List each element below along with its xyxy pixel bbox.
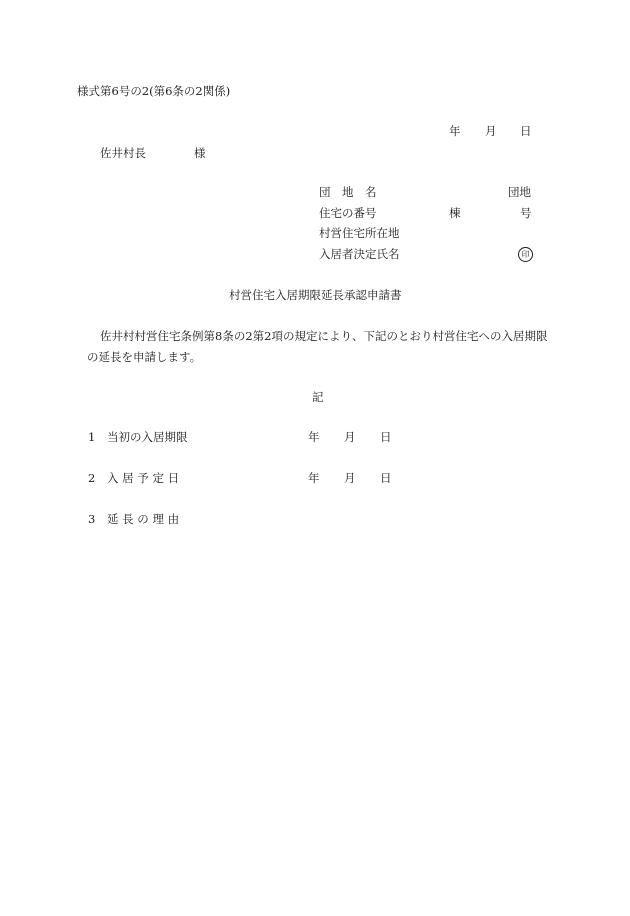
item-1-day-label: 日	[380, 430, 392, 444]
field-unit-estate: 団地	[508, 185, 531, 199]
field-label-estate-name: 団 地 名	[319, 185, 377, 199]
item-2-year-label: 年	[308, 471, 320, 485]
field-unit-room: 号	[520, 206, 532, 220]
addressee-honorific: 様	[194, 146, 206, 160]
seal-mark	[518, 247, 533, 262]
item-1-month-label: 月	[344, 430, 356, 444]
body-text-line-1: 佐井村村営住宅条例第8条の2第2項の規定により、下記のとおり村営住宅への入居期限	[100, 329, 548, 343]
item-label-original-deadline: 当初の入居期限	[107, 430, 188, 444]
item-number-2: 2	[88, 471, 96, 485]
date-year-label: 年	[449, 124, 461, 138]
item-label-planned-move-in: 入 居 予 定 日	[107, 471, 180, 485]
item-2-month-label: 月	[344, 471, 356, 485]
seal-icon: 印	[518, 247, 533, 262]
field-unit-building: 棟	[449, 206, 461, 220]
item-label-extension-reason: 延 長 の 理 由	[107, 512, 180, 526]
body-text-line-2: の延長を申請します。	[87, 350, 202, 364]
item-2-day-label: 日	[380, 471, 392, 485]
item-number-3: 3	[88, 512, 96, 526]
field-label-tenant-name: 入居者決定氏名	[319, 247, 400, 261]
form-number: 様式第6号の2(第6条の2関係)	[77, 84, 231, 98]
document-title: 村営住宅入居期限延長承認申請書	[229, 288, 402, 302]
item-1-year-label: 年	[308, 430, 320, 444]
field-label-house-number: 住宅の番号	[319, 206, 377, 220]
field-label-location: 村営住宅所在地	[319, 226, 400, 240]
item-number-1: 1	[88, 430, 96, 444]
addressee-name: 佐井村長	[100, 146, 146, 160]
date-month-label: 月	[485, 124, 497, 138]
ki-heading: 記	[312, 390, 324, 404]
date-day-label: 日	[520, 124, 532, 138]
